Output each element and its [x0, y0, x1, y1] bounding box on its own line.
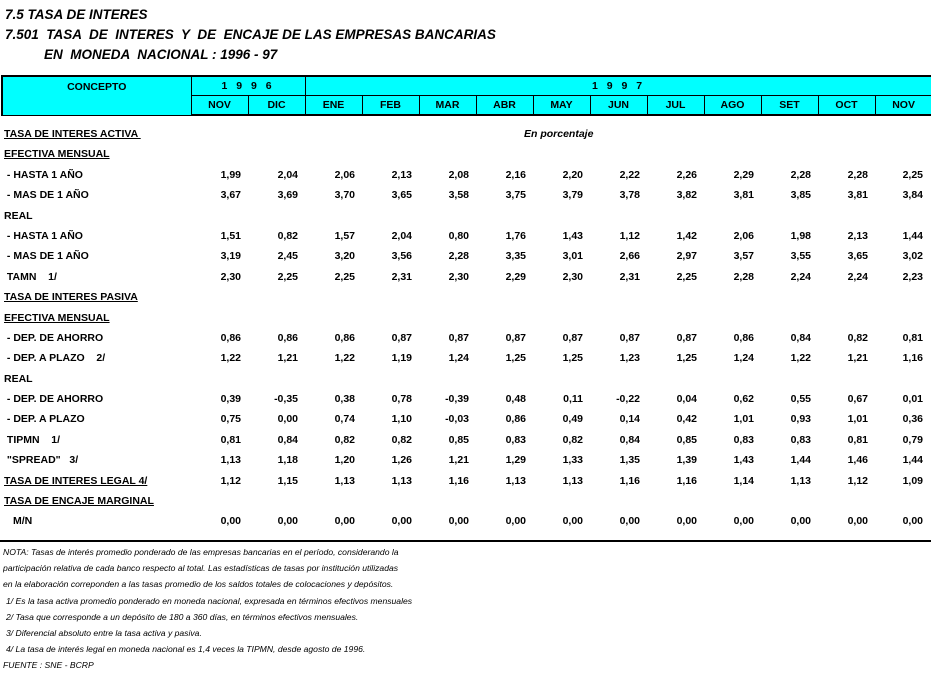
- table-row: [0, 390, 931, 410]
- cell-value: 0,42: [676, 413, 697, 426]
- cell-value: 1,14: [733, 474, 754, 487]
- cell-value: 1,13: [334, 474, 355, 487]
- row-label: - DEP. A PLAZO 2/: [4, 352, 106, 365]
- cell-value: 3,81: [847, 189, 868, 202]
- row-label: "SPREAD" 3/: [4, 454, 79, 467]
- header-year-1996: 1 9 9 6: [191, 76, 305, 96]
- row-label: - HASTA 1 AÑO: [4, 229, 83, 242]
- cell-value: 1,12: [847, 474, 868, 487]
- cell-value: 0,84: [790, 331, 811, 344]
- cell-value: 0,00: [676, 515, 697, 528]
- table-row: [0, 472, 931, 492]
- cell-value: 1,22: [790, 352, 811, 365]
- header-month: FEB: [362, 96, 419, 116]
- cell-value: 2,06: [733, 229, 754, 242]
- table-row: [0, 329, 931, 349]
- cell-value: 1,24: [448, 352, 469, 365]
- row-label: TASA DE INTERES LEGAL 4/: [4, 474, 148, 487]
- data-table-body: [0, 125, 931, 533]
- table-row: [0, 125, 931, 145]
- cell-value: 1,22: [334, 352, 355, 365]
- header-month: NOV: [191, 96, 248, 116]
- cell-value: 0,87: [619, 331, 640, 344]
- header-month: JUN: [590, 96, 647, 116]
- cell-value: 0,87: [505, 331, 526, 344]
- cell-value: 1,21: [847, 352, 868, 365]
- cell-value: 2,24: [790, 270, 811, 283]
- cell-value: -0,39: [445, 393, 469, 406]
- cell-value: 3,70: [334, 189, 355, 202]
- header-month: ENE: [305, 96, 362, 116]
- section-title: 7.5 TASA DE INTERES: [5, 7, 148, 22]
- cell-value: 3,56: [391, 250, 412, 263]
- table-row: [0, 410, 931, 430]
- cell-value: 1,20: [334, 454, 355, 467]
- cell-value: 1,13: [562, 474, 583, 487]
- cell-value: 1,13: [391, 474, 412, 487]
- row-label: - HASTA 1 AÑO: [4, 168, 83, 181]
- cell-value: 3,82: [676, 189, 697, 202]
- footnote: NOTA: Tasas de interés promedio ponderado de las empresas bancarias en el período, considerando la: [3, 547, 399, 557]
- cell-value: 0,83: [505, 433, 526, 446]
- cell-value: 1,16: [676, 474, 697, 487]
- row-label: REAL: [4, 209, 33, 222]
- cell-value: 1,12: [220, 474, 241, 487]
- cell-value: 1,16: [448, 474, 469, 487]
- cell-value: 3,79: [562, 189, 583, 202]
- row-label: TAMN 1/: [4, 270, 57, 283]
- row-label: TASA DE INTERES PASIVA: [4, 291, 138, 304]
- row-label: M/N: [13, 515, 33, 528]
- cell-value: 0,79: [902, 433, 923, 446]
- header-concepto: CONCEPTO: [2, 76, 191, 115]
- cell-value: 0,11: [563, 393, 583, 406]
- cell-value: 0,00: [505, 515, 526, 528]
- footnote: 2/ Tasa que corresponde a un depósito de 180 a 360 días, en términos efectivos mensuales.: [6, 611, 359, 622]
- cell-value: 0,00: [562, 515, 583, 528]
- table-row: [0, 268, 931, 288]
- row-label: - DEP. DE AHORRO: [4, 331, 104, 344]
- footnote: 1/ Es la tasa activa promedio ponderado en moneda nacional, expresada en términos efectivos mensuales: [6, 595, 413, 606]
- cell-value: 0,81: [902, 331, 923, 344]
- cell-value: -0,35: [274, 393, 298, 406]
- cell-value: 0,84: [277, 433, 298, 446]
- cell-value: 1,01: [847, 413, 868, 426]
- table-row: [0, 288, 931, 308]
- cell-value: 3,84: [902, 189, 923, 202]
- cell-value: 1,29: [505, 454, 526, 467]
- cell-value: 1,21: [448, 454, 469, 467]
- cell-value: 0,75: [220, 413, 241, 426]
- table-row: [0, 492, 931, 512]
- cell-value: 0,82: [847, 331, 868, 344]
- cell-value: 0,86: [220, 331, 241, 344]
- cell-value: 0,00: [220, 515, 241, 528]
- row-label: TASA DE ENCAJE MARGINAL: [4, 495, 154, 508]
- cell-value: 0,74: [334, 413, 355, 426]
- cell-value: 2,29: [733, 168, 754, 181]
- row-label: - DEP. A PLAZO: [4, 413, 85, 426]
- cell-value: 1,44: [790, 454, 811, 467]
- table-row: [0, 247, 931, 267]
- cell-value: 1,25: [562, 352, 583, 365]
- cell-value: 0,84: [619, 433, 640, 446]
- header-month: MAR: [419, 96, 476, 116]
- header-month: SET: [761, 96, 818, 116]
- cell-value: 0,00: [619, 515, 640, 528]
- cell-value: 1,25: [505, 352, 526, 365]
- header-month: MAY: [533, 96, 590, 116]
- cell-value: 3,81: [733, 189, 754, 202]
- cell-value: 1,22: [220, 352, 241, 365]
- row-label: EFECTIVA MENSUAL: [4, 148, 110, 161]
- cell-value: 3,35: [505, 250, 526, 263]
- cell-value: 2,06: [334, 168, 355, 181]
- cell-value: 1,44: [902, 454, 923, 467]
- table-row: [0, 431, 931, 451]
- cell-value: 3,67: [220, 189, 241, 202]
- header-month: DIC: [248, 96, 305, 116]
- cell-value: 2,66: [619, 250, 640, 263]
- cell-value: 2,04: [391, 229, 412, 242]
- cell-value: 2,13: [391, 168, 412, 181]
- cell-value: 2,28: [448, 250, 469, 263]
- cell-value: 1,35: [619, 454, 640, 467]
- cell-value: 2,23: [902, 270, 923, 283]
- footnote: 3/ Diferencial absoluto entre la tasa activa y pasiva.: [6, 628, 202, 639]
- cell-value: 2,13: [847, 229, 868, 242]
- cell-value: 1,13: [790, 474, 811, 487]
- cell-value: 1,46: [847, 454, 868, 467]
- column-header: [1, 75, 931, 116]
- row-label: REAL: [4, 372, 33, 385]
- cell-value: 0,39: [220, 393, 241, 406]
- cell-value: 3,69: [277, 189, 298, 202]
- footnote: en la elaboración correponden a las tasas promedio de los saldos totales de colocaciones y depósitos.: [3, 579, 394, 590]
- cell-value: 0,00: [277, 515, 298, 528]
- cell-value: 0,86: [277, 331, 298, 344]
- table-row: [0, 349, 931, 369]
- cell-value: 2,25: [277, 270, 298, 283]
- footnote: 4/ La tasa de interés legal en moneda nacional es 1,4 veces la TIPMN, desde agosto de 1996.: [6, 644, 366, 655]
- cell-value: 0,38: [334, 393, 355, 406]
- cell-value: 3,75: [505, 189, 526, 202]
- cell-value: 2,25: [676, 270, 697, 283]
- cell-value: 0,04: [676, 393, 697, 406]
- footnotes: [3, 544, 483, 674]
- cell-value: 1,42: [676, 229, 697, 242]
- cell-value: 0,00: [334, 515, 355, 528]
- cell-value: 2,24: [847, 270, 868, 283]
- row-label: EFECTIVA MENSUAL: [4, 311, 110, 324]
- cell-value: 3,02: [902, 250, 923, 263]
- table-row: [0, 309, 931, 329]
- cell-value: 0,87: [448, 331, 469, 344]
- cell-value: 0,82: [277, 229, 298, 242]
- cell-value: 1,43: [562, 229, 583, 242]
- cell-value: 1,24: [733, 352, 754, 365]
- table-subtitle: EN MONEDA NACIONAL : 1996 - 97: [44, 47, 278, 62]
- cell-value: 1,99: [220, 168, 241, 181]
- table-row: [0, 186, 931, 206]
- cell-value: 0,00: [277, 413, 298, 426]
- cell-value: 1,10: [391, 413, 412, 426]
- header-month: AGO: [704, 96, 761, 116]
- cell-value: 0,00: [902, 515, 923, 528]
- table-row: [0, 145, 931, 165]
- cell-value: 0,87: [562, 331, 583, 344]
- cell-value: 1,09: [902, 474, 923, 487]
- cell-value: 1,44: [902, 229, 923, 242]
- cell-value: 1,13: [505, 474, 526, 487]
- cell-value: 2,26: [676, 168, 697, 181]
- cell-value: 2,30: [448, 270, 469, 283]
- cell-value: 0,00: [790, 515, 811, 528]
- cell-value: 3,55: [790, 250, 811, 263]
- cell-value: 2,25: [902, 168, 923, 181]
- cell-value: 0,83: [733, 433, 754, 446]
- cell-value: 1,33: [562, 454, 583, 467]
- table-title: 7.501 TASA DE INTERES Y DE ENCAJE DE LAS EMPRESAS BANCARIAS: [5, 27, 496, 42]
- cell-value: 2,22: [619, 168, 640, 181]
- cell-value: 2,30: [562, 270, 583, 283]
- unit-label: En porcentaje: [524, 128, 594, 140]
- row-label: TASA DE INTERES ACTIVA: [4, 128, 141, 140]
- cell-value: 3,85: [790, 189, 811, 202]
- cell-value: 3,65: [391, 189, 412, 202]
- cell-value: 1,26: [391, 454, 412, 467]
- cell-value: 1,76: [505, 229, 526, 242]
- cell-value: 0,83: [790, 433, 811, 446]
- cell-value: 0,36: [902, 413, 923, 426]
- cell-value: 0,67: [847, 393, 868, 406]
- cell-value: 3,65: [847, 250, 868, 263]
- table-row: [0, 207, 931, 227]
- table-row: [0, 451, 931, 471]
- header-month: ABR: [476, 96, 533, 116]
- cell-value: 1,16: [902, 352, 923, 365]
- cell-value: 2,25: [334, 270, 355, 283]
- cell-value: 1,51: [220, 229, 241, 242]
- row-label: - DEP. DE AHORRO: [4, 393, 104, 406]
- cell-value: 1,01: [733, 413, 754, 426]
- row-label: - MAS DE 1 AÑO: [4, 250, 89, 263]
- cell-value: 0,78: [391, 393, 412, 406]
- cell-value: 1,57: [334, 229, 355, 242]
- cell-value: 0,82: [391, 433, 412, 446]
- cell-value: 1,18: [277, 454, 298, 467]
- source-note: FUENTE : SNE - BCRP: [3, 660, 94, 671]
- cell-value: 2,28: [847, 168, 868, 181]
- cell-value: 3,19: [220, 250, 241, 263]
- cell-value: -0,03: [445, 413, 469, 426]
- cell-value: 1,25: [676, 352, 697, 365]
- title-block: [5, 5, 496, 65]
- cell-value: 3,01: [562, 250, 583, 263]
- cell-value: 2,45: [277, 250, 298, 263]
- table-row: [0, 512, 931, 532]
- cell-value: 2,04: [277, 168, 298, 181]
- cell-value: 0,93: [790, 413, 811, 426]
- cell-value: 0,49: [562, 413, 583, 426]
- footnote: participación relativa de cada banco respecto al total. Las estadísticas de tasas por institución utilizadas: [3, 563, 399, 574]
- header-year-1997: 1 9 9 7: [305, 76, 931, 96]
- cell-value: 0,00: [448, 515, 469, 528]
- row-label: TIPMN 1/: [4, 433, 61, 446]
- cell-value: 1,13: [220, 454, 241, 467]
- cell-value: 0,86: [733, 331, 754, 344]
- cell-value: 1,23: [619, 352, 640, 365]
- cell-value: 2,31: [619, 270, 640, 283]
- header-month: OCT: [818, 96, 875, 116]
- cell-value: 0,55: [790, 393, 811, 406]
- cell-value: 0,85: [676, 433, 697, 446]
- cell-value: 0,00: [847, 515, 868, 528]
- cell-value: 1,98: [790, 229, 811, 242]
- cell-value: 0,82: [562, 433, 583, 446]
- cell-value: 0,01: [902, 393, 923, 406]
- cell-value: 0,82: [334, 433, 355, 446]
- cell-value: 0,81: [847, 433, 868, 446]
- divider: [0, 540, 931, 542]
- cell-value: 1,12: [619, 229, 640, 242]
- cell-value: 2,08: [448, 168, 469, 181]
- cell-value: 2,29: [505, 270, 526, 283]
- cell-value: 0,80: [448, 229, 469, 242]
- cell-value: 1,16: [619, 474, 640, 487]
- cell-value: 1,39: [676, 454, 697, 467]
- header-month: JUL: [647, 96, 704, 116]
- cell-value: 1,15: [277, 474, 298, 487]
- table-row: [0, 370, 931, 390]
- cell-value: 1,19: [391, 352, 412, 365]
- cell-value: 0,00: [391, 515, 412, 528]
- cell-value: 3,20: [334, 250, 355, 263]
- cell-value: 0,14: [619, 413, 640, 426]
- cell-value: 0,86: [334, 331, 355, 344]
- cell-value: 2,97: [676, 250, 697, 263]
- table-row: [0, 166, 931, 186]
- cell-value: 0,62: [733, 393, 754, 406]
- cell-value: 0,81: [220, 433, 241, 446]
- cell-value: -0,22: [616, 393, 640, 406]
- cell-value: 1,43: [733, 454, 754, 467]
- cell-value: 2,28: [733, 270, 754, 283]
- cell-value: 0,86: [505, 413, 526, 426]
- cell-value: 0,48: [505, 393, 526, 406]
- cell-value: 2,28: [790, 168, 811, 181]
- cell-value: 0,85: [448, 433, 469, 446]
- row-label: - MAS DE 1 AÑO: [4, 189, 89, 202]
- header-month: NOV: [875, 96, 931, 116]
- cell-value: 0,87: [391, 331, 412, 344]
- cell-value: 2,16: [505, 168, 526, 181]
- cell-value: 1,21: [277, 352, 298, 365]
- cell-value: 3,57: [733, 250, 754, 263]
- table-row: [0, 227, 931, 247]
- cell-value: 0,00: [733, 515, 754, 528]
- cell-value: 2,20: [562, 168, 583, 181]
- cell-value: 3,58: [448, 189, 469, 202]
- cell-value: 0,87: [676, 331, 697, 344]
- cell-value: 2,31: [391, 270, 412, 283]
- cell-value: 2,30: [220, 270, 241, 283]
- cell-value: 3,78: [619, 189, 640, 202]
